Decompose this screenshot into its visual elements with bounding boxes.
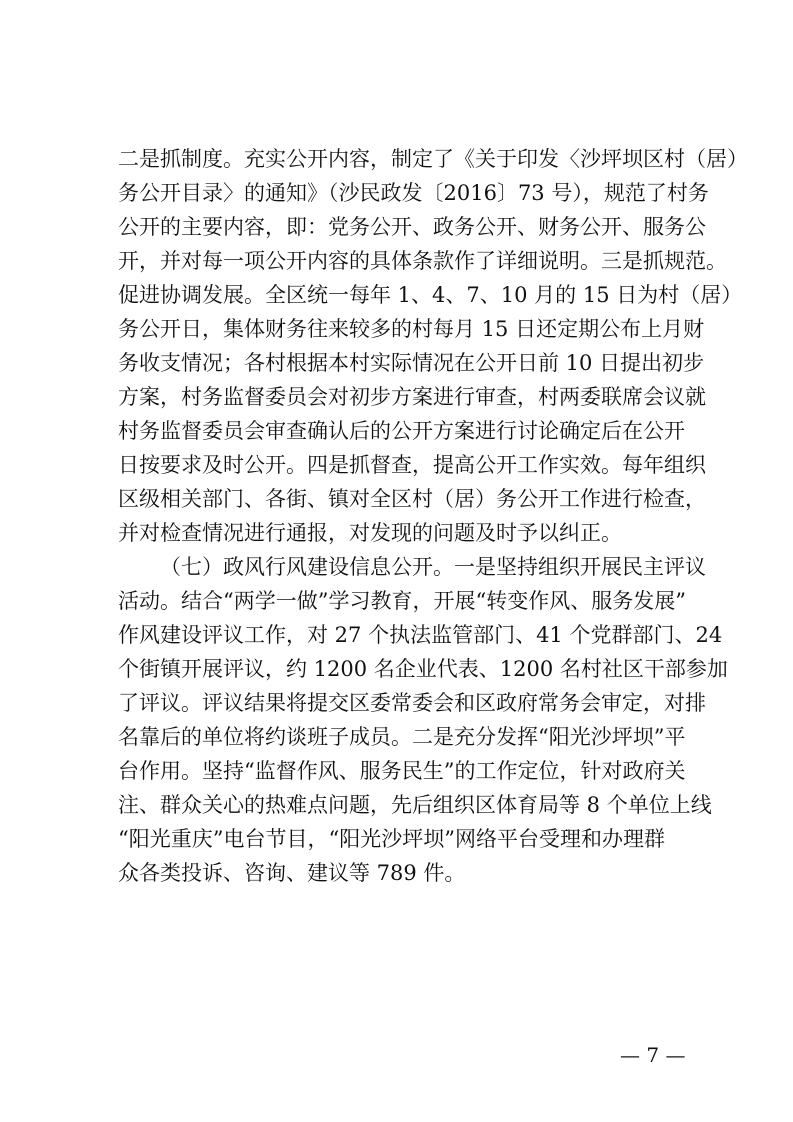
text-line: 活动。结合“两学一做”学习教育，开展“转变作风、服务发展” bbox=[118, 589, 686, 613]
text-line: 村务监督委员会审查确认后的公开方案进行讨论确定后在公开 bbox=[118, 419, 685, 443]
text-line: 务收支情况；各村根据本村实际情况在公开日前 10 日提出初步 bbox=[118, 351, 705, 375]
text-line: 开，并对每一项公开内容的具体条款作了详细说明。三是抓规范。 bbox=[118, 249, 727, 273]
text-line: 区级相关部门、各街、镇对全区村（居）务公开工作进行检查， bbox=[118, 487, 706, 511]
text-line: 注、群众关心的热难点问题，先后组织区体育局等 8 个单位上线 bbox=[118, 793, 712, 817]
text-line: 二是抓制度。充实公开内容，制定了《关于印发〈沙坪坝区村（居） bbox=[118, 147, 748, 171]
text-line: 台作用。坚持“监督作风、服务民生”的工作定位，针对政府关 bbox=[118, 759, 686, 783]
text-line: 务公开日，集体财务往来较多的村每月 15 日还定期公布上月财 bbox=[118, 317, 705, 341]
text-line: 并对检查情况进行通报，对发现的问题及时予以纠正。 bbox=[118, 521, 622, 545]
text-line: 方案，村务监督委员会对初步方案进行审查，村两委联席会议就 bbox=[118, 385, 706, 409]
text-line: 务公开目录〉的通知》（沙民政发〔2016〕73 号），规范了村务 bbox=[118, 181, 709, 205]
text-line: 个街镇开展评议，约 1200 名企业代表、1200 名村社区干部参加 bbox=[118, 657, 728, 681]
section-heading-line: （七）政风行风建设信息公开。一是坚持组织开展民主评议 bbox=[160, 555, 706, 579]
text-line: 作风建设评议工作，对 27 个执法监管部门、41 个党群部门、24 bbox=[118, 623, 723, 647]
text-line: 日按要求及时公开。四是抓督查，提高公开工作实效。每年组织 bbox=[118, 453, 706, 477]
text-line: 众各类投诉、咨询、建议等 789 件。 bbox=[118, 861, 466, 885]
text-line: 促进协调发展。全区统一每年 1、4、7、10 月的 15 日为村（居） bbox=[118, 283, 743, 307]
text-line: 了评议。评议结果将提交区委常委会和区政府常务会审定，对排 bbox=[118, 691, 706, 715]
text-line: 名靠后的单位将约谈班子成员。二是充分发挥“阳光沙坪坝”平 bbox=[118, 725, 686, 749]
text-line: 公开的主要内容，即：党务公开、政务公开、财务公开、服务公 bbox=[118, 215, 706, 239]
page-number: — 7 — bbox=[620, 1043, 686, 1067]
text-line: “阳光重庆”电台节目，“阳光沙坪坝”网络平台受理和办理群 bbox=[118, 827, 665, 851]
